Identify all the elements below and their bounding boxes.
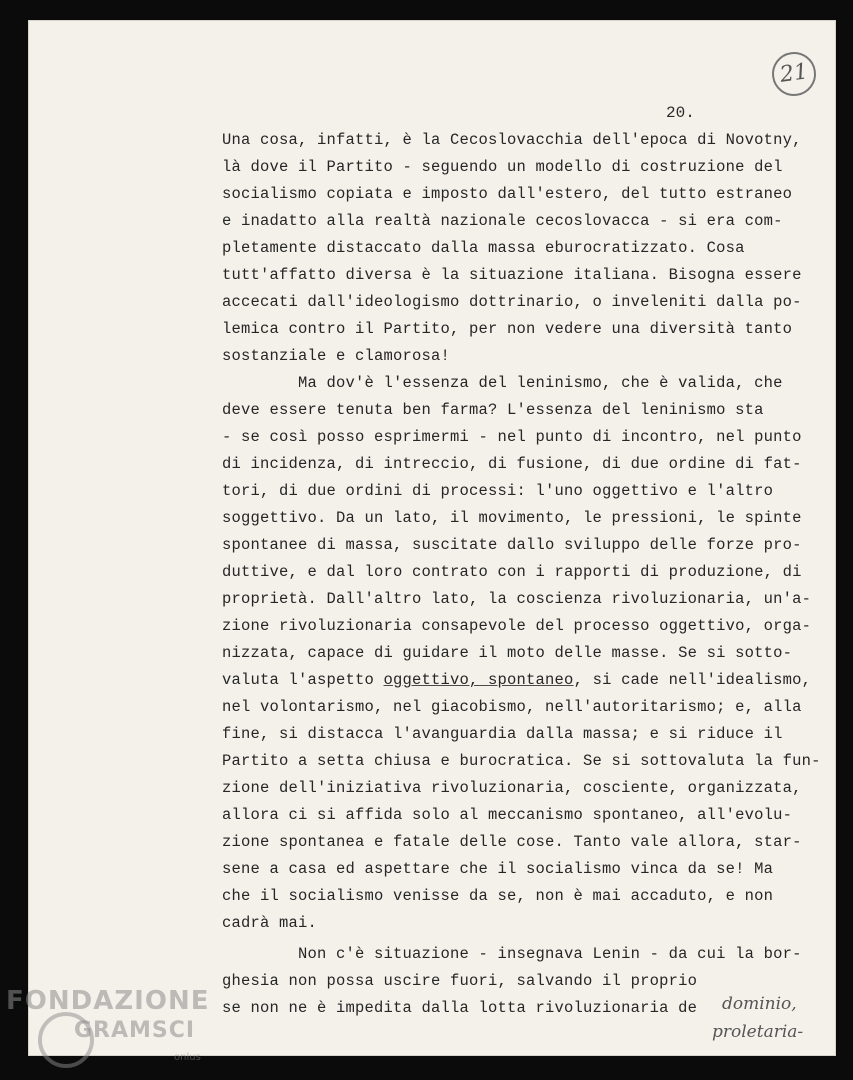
underlined-phrase: oggettivo, spontaneo bbox=[383, 671, 574, 689]
text-line: di incidenza, di intreccio, di fusione, di due ordine di fat- bbox=[222, 455, 802, 473]
text-line: Partito a setta chiusa e burocratica. Se si sottovaluta la fun- bbox=[222, 752, 821, 770]
text-line: là dove il Partito - seguendo un modello di costruzione del bbox=[222, 158, 783, 176]
text-line: proprietà. Dall'altro lato, la coscienza rivoluzionaria, un'a- bbox=[222, 590, 812, 608]
text-line: soggettivo. Da un lato, il movimento, le pressioni, le spinte bbox=[222, 509, 802, 527]
text-line: nizzata, capace di guidare il moto delle masse. Se si sotto- bbox=[222, 644, 793, 662]
handwritten-insertion: proletaria- bbox=[712, 1022, 804, 1042]
text-line: Una cosa, infatti, è la Cecoslovacchia dell'epoca di Novotny, bbox=[222, 131, 802, 149]
watermark-line3: onlus bbox=[174, 1052, 201, 1063]
text-line: zione spontanea e fatale delle cose. Tanto vale allora, star- bbox=[222, 833, 802, 851]
text-line: ghesia non possa uscire fuori, salvando il proprio bbox=[222, 972, 698, 990]
text-line: valuta l'aspetto oggettivo, spontaneo, si cade nell'idealismo, bbox=[222, 671, 812, 689]
text-line: deve essere tenuta ben farma? L'essenza del leninismo sta bbox=[222, 401, 764, 419]
text-line: nel volontarismo, nel giacobismo, nell'autoritarismo; e, alla bbox=[222, 698, 802, 716]
text-line: se non ne è impedita dalla lotta rivoluzionaria de bbox=[222, 999, 698, 1017]
watermark-line1: FONDAZIONE bbox=[6, 986, 210, 1016]
archive-annotation-number: 21 bbox=[769, 49, 819, 99]
text-line: fine, si distacca l'avanguardia dalla massa; e si riduce il bbox=[222, 725, 783, 743]
text-line: - se così posso esprimermi - nel punto di incontro, nel punto bbox=[222, 428, 802, 446]
text-line: allora ci si affida solo al meccanismo spontaneo, all'evolu- bbox=[222, 806, 793, 824]
handwritten-insertion: dominio, bbox=[722, 994, 797, 1014]
text-line: cadrà mai. bbox=[222, 914, 318, 932]
text-line: Ma dov'è l'essenza del leninismo, che è valida, che bbox=[222, 374, 783, 392]
watermark-line2: GRAMSCI bbox=[74, 1018, 196, 1043]
text-line: e inadatto alla realtà nazionale cecoslovacca - si era com- bbox=[222, 212, 783, 230]
text-line: Non c'è situazione - insegnava Lenin - da cui la bor- bbox=[222, 945, 802, 963]
text-line: tutt'affatto diversa è la situazione italiana. Bisogna essere bbox=[222, 266, 802, 284]
text-line: duttive, e dal loro contrato con i rapporti di produzione, di bbox=[222, 563, 802, 581]
text-line: zione rivoluzionaria consapevole del processo oggettivo, orga- bbox=[222, 617, 812, 635]
text-line: sene a casa ed aspettare che il socialismo vinca da se! Ma bbox=[222, 860, 774, 878]
text-line: zione dell'iniziativa rivoluzionaria, cosciente, organizzata, bbox=[222, 779, 802, 797]
text-line: lemica contro il Partito, per non vedere una diversità tanto bbox=[222, 320, 793, 338]
text-line: sostanziale e clamorosa! bbox=[222, 347, 451, 365]
text-line: pletamente distaccato dalla massa eburocratizzato. Cosa bbox=[222, 239, 745, 257]
text-line: che il socialismo venisse da se, non è mai accaduto, e non bbox=[222, 887, 774, 905]
text-line: socialismo copiata e imposto dall'estero, del tutto estraneo bbox=[222, 185, 793, 203]
text-line: tori, di due ordini di processi: l'uno oggettivo e l'altro bbox=[222, 482, 774, 500]
text-line: accecati dall'ideologismo dottrinario, o inveleniti dalla po- bbox=[222, 293, 802, 311]
page-number: 20. bbox=[666, 104, 695, 122]
watermark-logo bbox=[6, 986, 216, 1076]
text-line: spontanee di massa, suscitate dallo sviluppo delle forze pro- bbox=[222, 536, 802, 554]
